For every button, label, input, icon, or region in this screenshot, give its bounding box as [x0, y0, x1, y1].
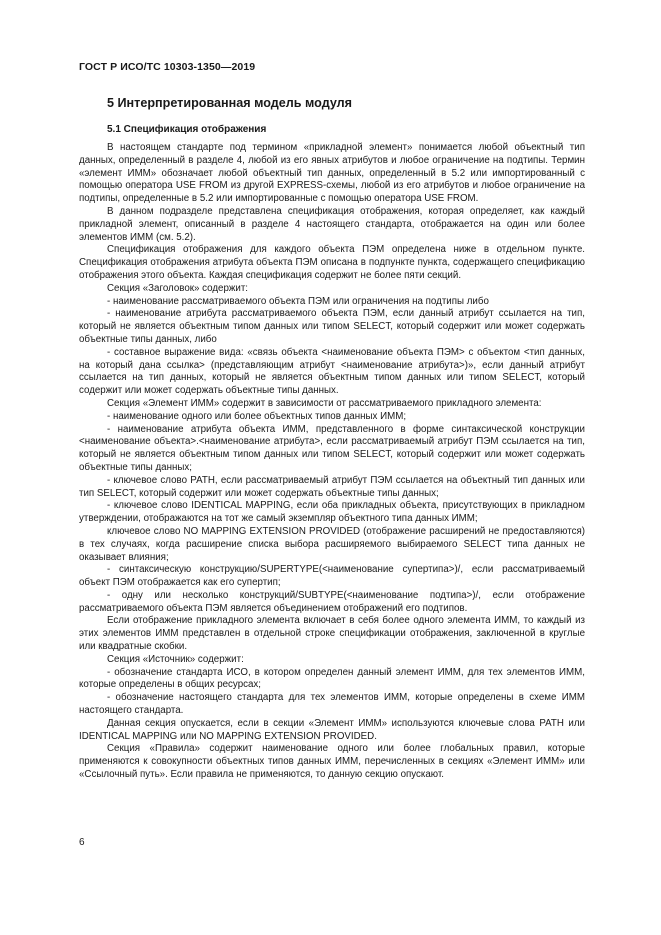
- paragraph: Секция «Источник» содержит:: [107, 653, 244, 665]
- section-title: 5 Интерпретированная модель модуля: [107, 96, 353, 110]
- list-item: - ключевое слово PATH, если рассматриваемый атрибут ПЭМ ссылается на объектный тип данных или тип SELECT, который содержит или может содержать объектные типы данных;: [79, 474, 585, 499]
- paragraph: Если отображение прикладного элемента включает в себя более одного элемента ИММ, то каждый из этих элементов ИММ представлен в отдельной строке спецификации отображения, заключенной в круглые или квадратные скобки.: [79, 615, 585, 653]
- list-item: - наименование рассматриваемого объекта ПЭМ или ограничения на подтипы либо: [107, 295, 489, 307]
- paragraph: Спецификация отображения для каждого объекта ПЭМ определена ниже в отдельном пункте. Спецификация отображения атрибута объекта ПЭМ описана в подпункте пункта, содержащего спецификацию отображения этого объекта. Каждая спецификация содержит не более пяти секций.: [79, 244, 585, 281]
- list-item: - наименование атрибута объекта ИММ, представленного в форме синтаксической конструкции <наименование объекта>.<наименование атрибута>, если рассматриваемый атрибут ПЭМ ссылается на тип, который не является объектным типом данных или типом SELECT, который содержит или может содержать объектные типы данных;: [79, 423, 585, 473]
- list-item: - наименование атрибута рассматриваемого объекта ПЭМ, если данный атрибут ссылается на тип, который не является объектным типом данных или типом SELECT, который содержит или может содержать объектные типы данных, либо: [79, 308, 585, 345]
- subsection-title: 5.1 Спецификация отображения: [107, 124, 267, 135]
- page-number: 6: [79, 837, 85, 848]
- document-header: ГОСТ Р ИСО/ТС 10303-1350—2019: [79, 61, 256, 73]
- list-item: - синтаксическую конструкцию/SUPERTYPE(<наименование супертипа>)/, если рассматриваемый объект ПЭМ отображается как его супертип;: [79, 564, 585, 589]
- paragraph: Секция «Элемент ИММ» содержит в зависимости от рассматриваемого прикладного элемента:: [107, 397, 542, 409]
- paragraph: В настоящем стандарте под термином «прикладной элемент» понимается любой объектный тип данных, определенный в разделе 4, любой из его явных атрибутов и любое ограничение на подтипы. Термин «элемент ИММ» обозначает любой объектный тип данных, определенный в 5.2 или импортированный с помощью оператора USE FROM из другой EXPRESS-схемы, любой из его атрибутов и любое ограничение на подтипы, определенные в 5.2 или импортированные с помощью оператора USE FROM.: [79, 142, 585, 205]
- list-item: - одну или несколько конструкций/SUBTYPE(<наименование подтипа>)/, если отображение рассматриваемого объекта ПЭМ является объединением отображений его подтипов.: [79, 589, 585, 614]
- body-text: [79, 142, 585, 782]
- paragraph: Секция «Заголовок» содержит:: [107, 282, 249, 294]
- list-item: - наименование одного или более объектных типов данных ИММ;: [107, 410, 407, 422]
- list-item: ключевое слово NO MAPPING EXTENSION PROVIDED (отображение расширений не предоставляются) в тех случаях, когда расширение списка выбора расширяемого выбираемого SELECT типа данных не оказывает влияния;: [79, 525, 585, 563]
- list-item: - обозначение стандарта ИСО, в котором определен данный элемент ИММ, для тех элементов ИММ, которые определены в общих ресурсах;: [79, 666, 585, 691]
- list-item: - обозначение настоящего стандарта для тех элементов ИММ, которые определены в схеме ИММ настоящего стандарта.: [79, 692, 585, 717]
- paragraph: Секция «Правила» содержит наименование одного или более глобальных правил, которые применяются к совокупности объектных типов данных ИММ, перечисленных в секциях «Элемент ИММ» или «Ссылочный путь». Если правила не применяются, то данную секцию опускают.: [79, 743, 585, 781]
- paragraph: Данная секция опускается, если в секции «Элемент ИММ» используются ключевые слова PATH или IDENTICAL MAPPING или NO MAPPING EXTENSION PROVIDED.: [79, 717, 585, 742]
- list-item: - составное выражение вида: «связь объекта <наименование объекта ПЭМ> с объектом <тип данных, на который дана ссылка> (представляющим атрибут <наименование атрибута>)», если данный атрибут ссылается на тип данных, который не является объектным типом данных или типом SELECT, который содержит или может содержать объектные типы данных.: [79, 346, 585, 397]
- paragraph: В данном подразделе представлена спецификация отображения, которая определяет, как каждый прикладной элемент, описанный в разделе 4 настоящего стандарта, отображается на один или более элементов ИММ (см. 5.2).: [79, 205, 585, 243]
- list-item: - ключевое слово IDENTICAL MAPPING, если оба прикладных объекта, присутствующих в прикладном утверждении, отображаются на тот же самый экземпляр объектного типа данных ИММ;: [79, 500, 585, 525]
